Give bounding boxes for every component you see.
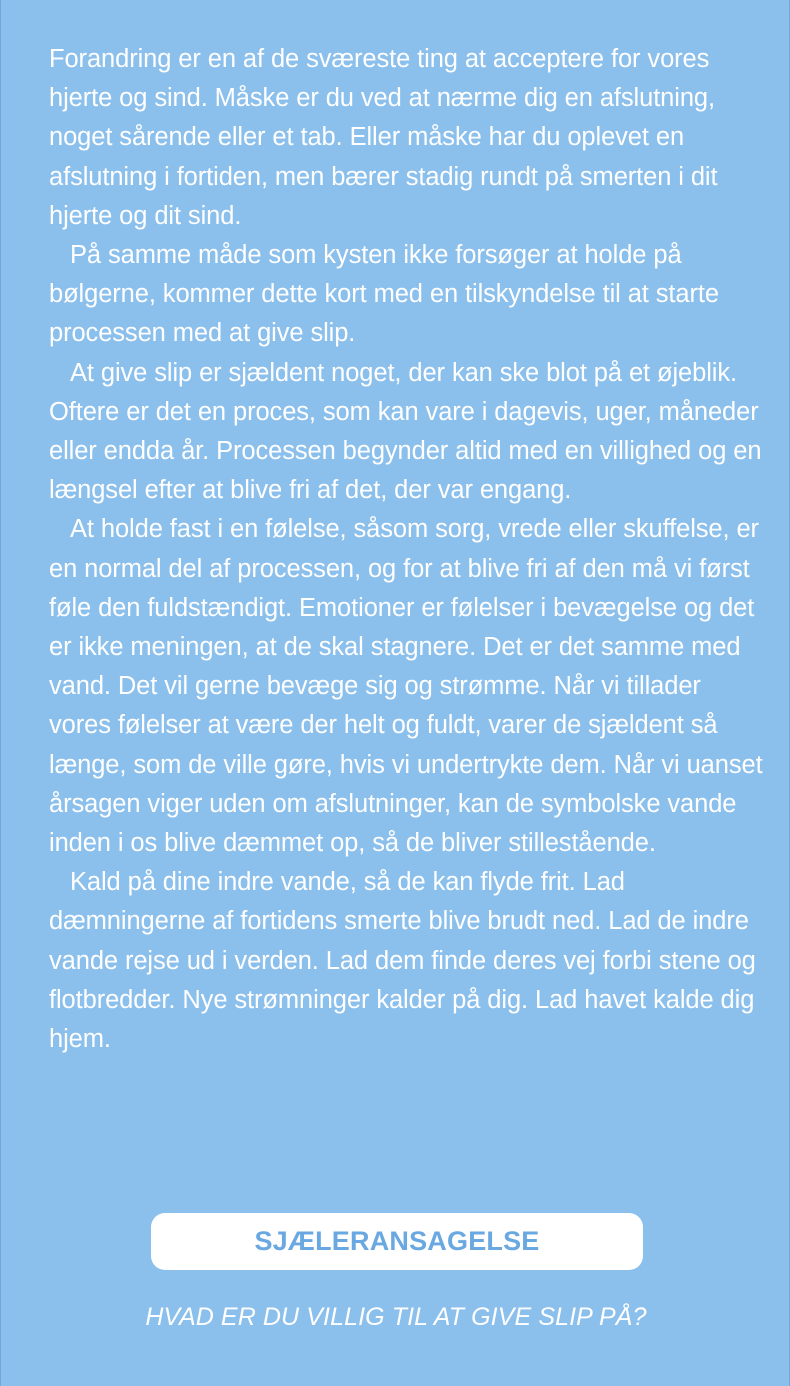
sjaeleransagelse-button[interactable]: [151, 1213, 643, 1270]
paragraph-3: At give slip er sjældent noget, der kan ske blot på et øjeblik. Oftere er det en proces, som kan vare i dagevis, uger, måneder eller endda år. Processen begynder altid med en villighed og en længsel efter at blive fri af det, der var engang.: [49, 358, 762, 505]
card-text: [49, 40, 767, 1059]
reflection-question: HVAD ER DU VILLIG TIL AT GIVE SLIP PÅ?: [145, 1303, 647, 1331]
paragraph-4: At holde fast i en følelse, såsom sorg, vrede eller skuffelse, er en normal del af processen, og for at blive fri af den må vi først føle den fuldstændigt. Emotioner er følelser i bevægelse og det er ikke meningen, at de skal stagnere. Det er det samme med vand. Det vil gerne bevæge sig og strømme. Når vi tillader vores følelser at være der helt og fuldt, varer de sjældent så længe, som de ville gøre, hvis vi undertrykte dem. Når vi uanset årsagen viger uden om afslutninger, kan de symbolske vande inden i os blive dæmmet op, så de bliver stillestående.: [49, 515, 763, 858]
paragraph-1: Forandring er en af de sværeste ting at acceptere for vores hjerte og sind. Måske er du ved at nærme dig en afslutning, noget sårende eller et tab. Eller måske har du oplevet en afslutning i fortiden, men bærer stadig rundt på smerten i dit hjerte og dit sind.: [49, 45, 718, 230]
paragraph-5: Kald på dine indre vande, så de kan flyde frit. Lad dæmningerne af fortidens smerte blive brudt ned. Lad de indre vande rejse ud i verden. Lad dem finde deres vej forbi stene og flotbredder. Nye strømninger kalder på dig. Lad havet kalde dig hjem.: [49, 868, 756, 1054]
paragraph-2: På samme måde som kysten ikke forsøger at holde på bølgerne, kommer dette kort med en tilskyndelse til at starte processen med at give slip.: [49, 241, 719, 348]
button-label: SJÆLERANSAGELSE: [254, 1226, 540, 1256]
